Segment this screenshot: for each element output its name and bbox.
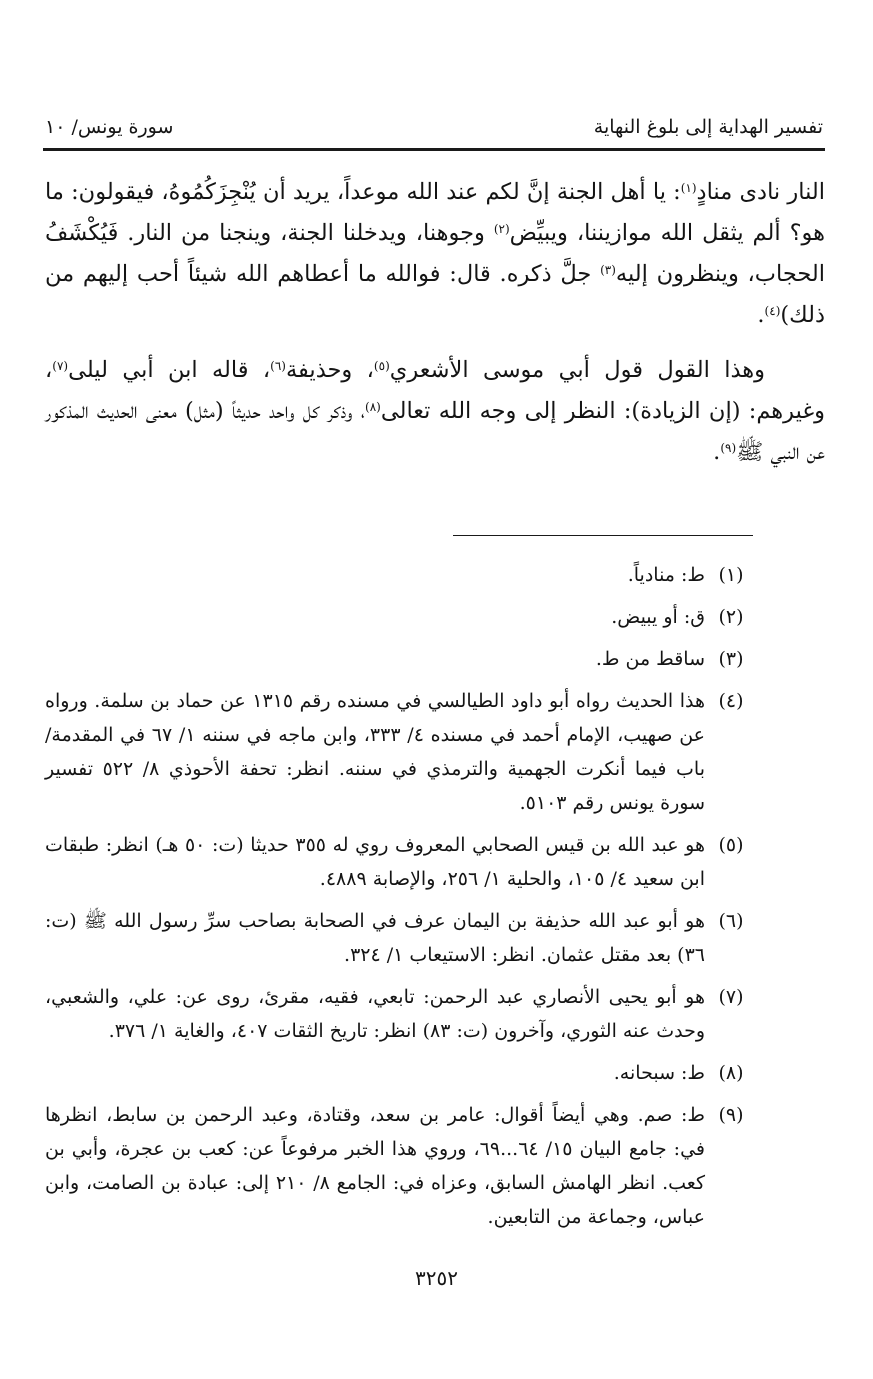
chapter-label: سورة يونس/ ١٠ [45,116,174,138]
footnote-number: (٥) [718,834,744,856]
footnote-text: هو عبد الله بن قيس الصحابي المعروف روي له ٣٥٥ حديثا (ت: ٥٠ هـ) انظر: طبقات ابن سعيد ٤/ ١٠٥، والحلية ١/ ٢٥٦، والإصابة ٤٨٨٩. [45,834,705,890]
main-text [45,172,825,473]
running-header [45,110,823,144]
footnote-number: (٤) [718,690,744,712]
page-number: ٣٢٥٢ [415,1266,458,1290]
footnote-text: هذا الحديث رواه أبو داود الطيالسي في مسنده رقم ١٣١٥ عن حماد بن سلمة. ورواه عن صهيب، الإمام أحمد في مسنده ٤/ ٣٣٣، وابن ماجه في سننه ١/ ٦٧ في المقدمة/ باب فيما أنكرت الجهمية والترمذي في سننه. انظر: تحفة الأحوذي ٨/ ٥٢٢ تفسير سورة يونس رقم ٥١٠٣. [45,690,706,814]
footnote-item [45,558,757,592]
footnote-item [45,904,757,972]
footnote-number: (٨) [718,1062,744,1084]
footnote-item [45,1056,757,1090]
footnote-number: (٧) [718,986,744,1008]
footnote-text: ق: أو يبيض. [611,606,705,628]
footnote-number: (٢) [718,606,744,628]
footnote-separator [453,535,753,536]
footnote-ref-3: (٣) [600,263,616,277]
footnote-text: هو أبو عبد الله حذيفة بن اليمان عرف في الصحابة بصاحب سرِّ رسول الله ﷺ (ت: ٣٦) بعد مقتل عثمان. انظر: الاستيعاب ١/ ٣٢٤. [45,910,705,966]
paragraph-1: النار نادى منادٍ$^{(١)}$: يا أهل الجنة إنَّ لكم عند الله موعداً، يريد أن يُنْجِزَكُمُوهُ، فيقولون: ما هو؟ ألم يثقل الله موازيننا، ويبيِّض$^{(٢)}$ وجوهنا، ويدخلنا الجنة، وينجنا من النار. فَيُكْشَفُ الحجاب، وينظرون إليه$^{(٣)}$ جلَّ ذكره. قال: فوالله ما أعطاهم الله شيئاً أحب إليهم من ذلك)$^{(٤)}$. [45,179,826,328]
footnote-item [45,980,757,1048]
paragraph-2: وهذا القول قول أبي موسى الأشعري$^{(٥)}$، وحذيفة$^{(٦)}$، قاله ابن أبي ليلى$^{(٧)}$، وغيرهم: (إن الزيادة): النظر إلى وجه الله تعالى$^{(٨)}$، وذكر كل واحد حديثاً (مثل) معنى الحديث المذكور عن النبي ﷺ$^{(٩)}$. [45,357,825,465]
footnote-ref-1: (١) [680,181,697,195]
footnote-ref-2: (٢) [493,222,510,236]
footnote-text: ط: سبحانه. [613,1062,705,1084]
footnote-item [45,684,757,820]
book-title: تفسير الهداية إلى بلوغ النهاية [593,116,823,138]
footnote-item [45,600,757,634]
footnote-ref-7: (٧) [52,359,69,373]
footnote-number: (٦) [718,910,744,932]
footnote-ref-6: (٦) [270,359,286,373]
footnote-ref-8: (٨) [365,400,381,414]
footnote-text: ط: صم. وهي أيضاً أقوال: عامر بن سعد، وقتادة، وعبد الرحمن بن سابط، انظرها في: جامع البيان ١٥/ ٦٤...٦٩، وروي هذا الخبر مرفوعاً عن: كعب بن عجرة، وأبي بن كعب. انظر الهامش السابق، وعزاه في: الجامع ٨/ ٢١٠ إلى: عبادة بن الصامت، وابن عباس، وجماعة من التابعين. [45,1104,705,1228]
footnote-number: (٣) [718,648,744,670]
footnote-ref-9: (٩) [720,441,737,455]
footnote-ref-5: (٥) [373,359,390,373]
footnote-item [45,1098,757,1234]
footnote-ref-4: (٤) [764,304,781,318]
footnote-number: (٩) [718,1104,744,1126]
footnotes [45,558,757,1242]
footnote-text: هو أبو يحيى الأنصاري عبد الرحمن: تابعي، فقيه، مقرئ، روى عن: علي، والشعبي، وحدث عنه الثوري، وآخرون (ت: ٨٣) انظر: تاريخ الثقات ٤٠٧، والغاية ١/ ٣٧٦. [45,986,705,1042]
footnote-text: ط: منادياً. [627,564,705,586]
header-rule [43,148,825,151]
footnote-text: ساقط من ط. [595,648,705,670]
footnote-number: (١) [718,564,744,586]
footnote-item [45,828,757,896]
footnote-item [45,642,757,676]
